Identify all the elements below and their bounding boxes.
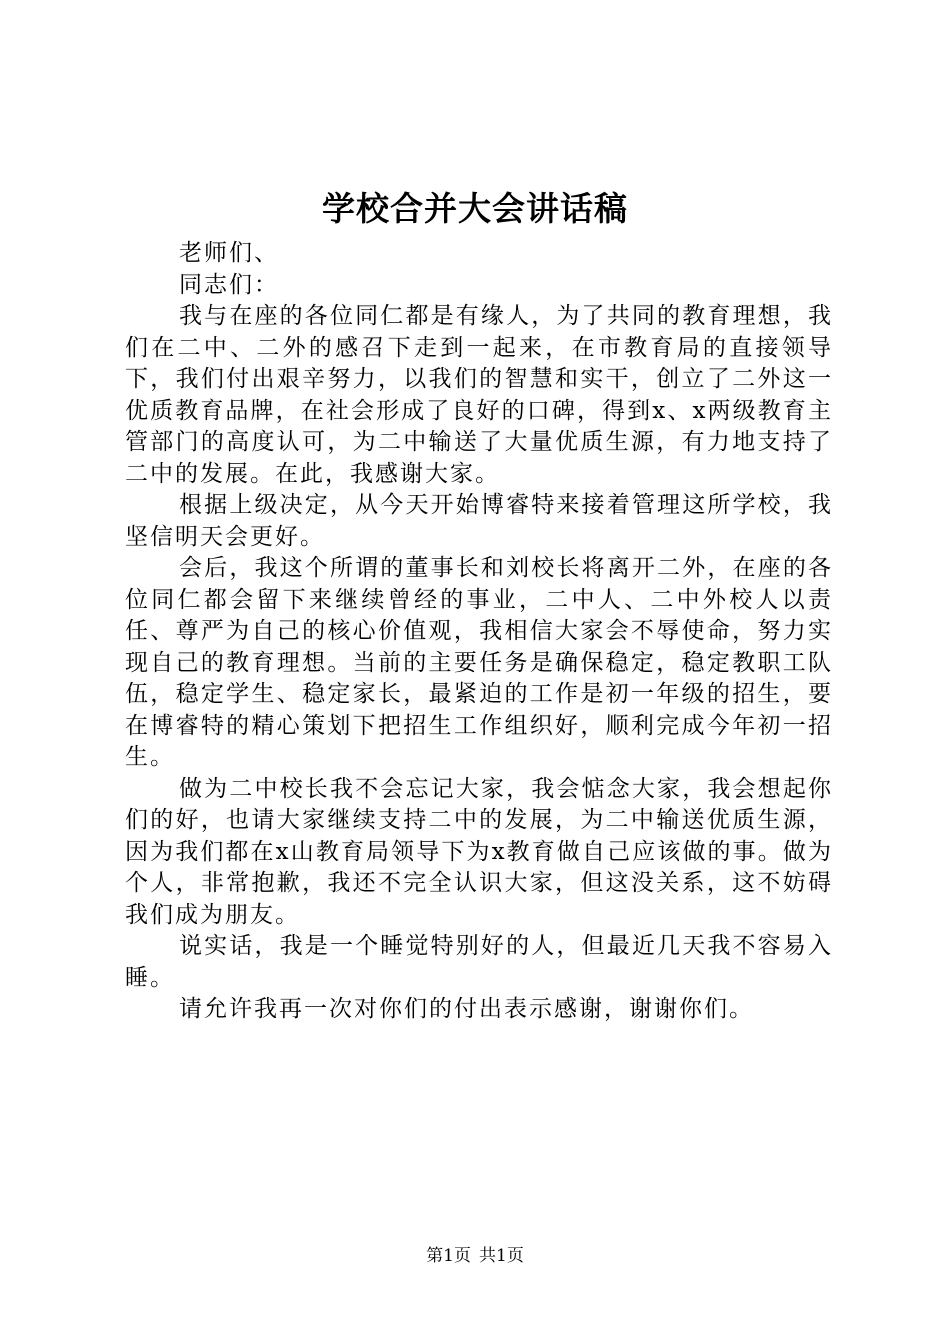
closing-paragraph: 请允许我再一次对你们的付出表示感谢，谢谢你们。 bbox=[179, 996, 754, 1022]
body-paragraph: 根据上级决定，从今天开始博睿特来接着管理这所学校，我坚信明天会更好。 bbox=[125, 492, 833, 550]
document-title: 学校合并大会讲话稿 bbox=[322, 189, 628, 228]
page-footer bbox=[0, 1244, 950, 1268]
page-number: 第1页 bbox=[426, 1246, 471, 1266]
document-body bbox=[125, 238, 833, 1026]
body-paragraph: 说实话，我是一个睡觉特别好的人，但最近几天我不容易入睡。 bbox=[125, 933, 833, 991]
page-total: 共1页 bbox=[479, 1246, 524, 1266]
body-paragraph: 会后，我这个所谓的董事长和刘校长将离开二外，在座的各位同仁都会留下来继续曾经的事业，二中人、二中外校人以责任、尊严为自己的核心价值观，我相信大家会不辱使命，努力实现自己的教育理想。当前的主要任务是确保稳定，稳定教职工队伍，稳定学生、稳定家长，最紧迫的工作是初一年级的招生，要在博睿特的精心策划下把招生工作组织好，顺利完成今年初一招生。 bbox=[125, 555, 833, 770]
body-paragraph: 我与在座的各位同仁都是有缘人，为了共同的教育理想，我们在二中、二外的感召下走到一起来，在市教育局的直接领导下，我们付出艰辛努力，以我们的智慧和实干，创立了二外这一优质教育品牌，在社会形成了良好的口碑，得到x、x两级教育主管部门的高度认可，为二中输送了大量优质生源，有力地支持了二中的发展。在此，我感谢大家。 bbox=[125, 303, 833, 487]
salutation-teachers: 老师们、 bbox=[179, 240, 279, 266]
body-paragraph: 做为二中校长我不会忘记大家，我会惦念大家，我会想起你们的好，也请大家继续支持二中的发展，为二中输送优质生源，因为我们都在x山教育局领导下为x教育做自己应该做的事。做为个人，非常抱歉，我还不完全认识大家，但这没关系，这不妨碍我们成为朋友。 bbox=[125, 775, 833, 928]
salutation-comrades: 同志们： bbox=[179, 271, 279, 298]
